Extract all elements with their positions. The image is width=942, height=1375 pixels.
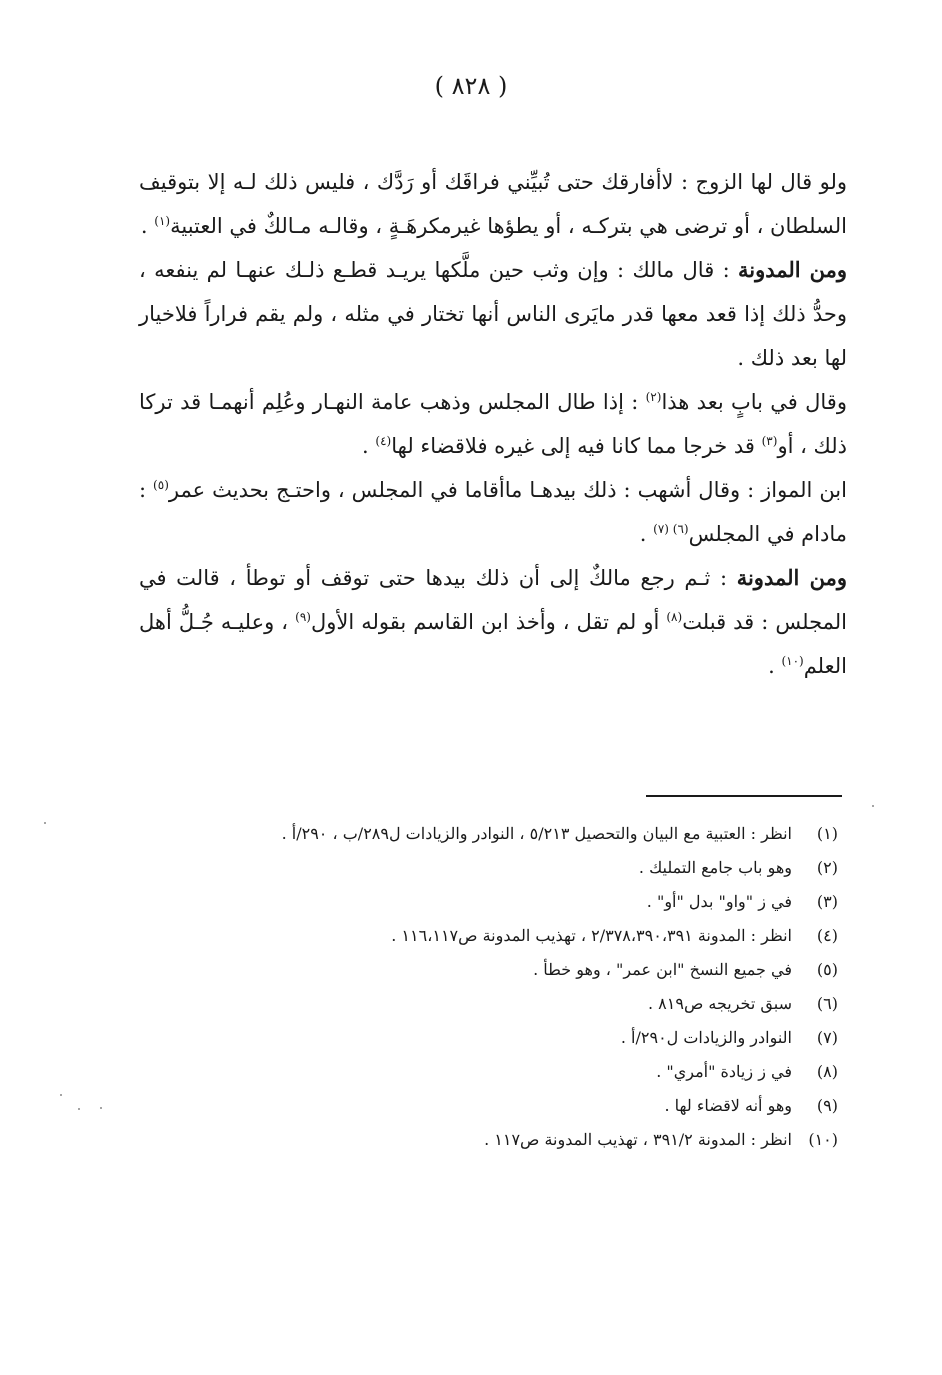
- paragraph: [139, 556, 847, 688]
- footnote-ref: (٩): [295, 610, 311, 624]
- footnote: [158, 919, 838, 953]
- footnote-ref: (١٠): [781, 654, 804, 668]
- paragraph: [139, 468, 847, 556]
- footnote-ref: (١): [154, 214, 171, 228]
- footnote-text: في ز زيادة "أمري" .: [656, 1062, 792, 1081]
- footnote-ref: (٢): [645, 390, 662, 404]
- footnote-number: (٥): [816, 960, 838, 979]
- scan-speck: [100, 1107, 102, 1109]
- footnote-text: النوادر والزيادات ل٢٩٠/أ .: [620, 1028, 792, 1047]
- footnote-number: (١): [816, 824, 838, 843]
- footnote-number: (٩): [816, 1096, 838, 1115]
- footnote: [158, 817, 838, 851]
- paragraph: [139, 380, 847, 468]
- footnote-ref: (٥): [153, 478, 169, 492]
- scan-speck: [44, 822, 46, 824]
- footnote-text: انظر : المدونة ٢/٣٧٨،٣٩٠،٣٩١ ، تهذيب المدونة ص١١٦،١١٧ .: [391, 926, 792, 945]
- footnote-text: وهو باب جامع التمليك .: [638, 858, 792, 877]
- paragraph-text: : قال مالك : وإن وثب حين ملَّكها يريـد قطـع ذلـك عنهـا لم ينفعه ، وحدُّ ذلك إذا قعد معها قدر مايَرى الناس أنها تختار في مثله ، ولم يقم فراراً فلاخيار لها بعد ذلك .: [139, 258, 847, 370]
- paragraph-tail: .: [362, 434, 376, 458]
- footnote-text: سبق تخريجه ص٨١٩ .: [647, 994, 792, 1013]
- paragraph-tail: .: [639, 522, 654, 546]
- scan-speck: [872, 805, 874, 807]
- footnote-ref: (٤): [375, 434, 392, 448]
- paragraph-tail: : مادام في المجلس: [139, 478, 847, 546]
- footnote-ref: (٣): [761, 434, 778, 448]
- footnote: [158, 953, 838, 987]
- footnote-separator: [646, 795, 842, 797]
- paragraph: [139, 248, 847, 380]
- paragraph-text: ولو قال لها الزوج : لاأفارقك حتى تُبيِّني فراقَك أو رَدَّك ، فليس ذلك لـه إلا بتوقيف السلطان ، أو ترضى هي بتركـه ، أو يطؤها غيرمكرهَـةٍ ، وقالـه مـالكٌ في العتبية: [139, 170, 847, 238]
- footnote-number: (٧): [816, 1028, 838, 1047]
- scan-speck: [78, 1108, 80, 1110]
- footnote: [158, 1123, 838, 1157]
- footnote: [158, 1055, 838, 1089]
- footnote-number: (٤): [816, 926, 838, 945]
- footnote-number: (١٠): [808, 1130, 838, 1149]
- footnote: [158, 987, 838, 1021]
- footnote-number: (٨): [816, 1062, 838, 1081]
- footnote-number: (٢): [816, 858, 838, 877]
- footnote: [158, 851, 838, 885]
- paragraph-tail: أو لم تقل ، وأخذ ابن القاسم بقوله الأول: [310, 610, 667, 634]
- paragraph-lead: ومن المدونة: [738, 257, 847, 282]
- footnote: [158, 1021, 838, 1055]
- main-text: [139, 160, 847, 688]
- paragraph-tail: ، وعليـه جُـلُّ أهل العلم: [139, 610, 847, 678]
- paragraph-text: ابن المواز : وقال أشهب : ذلك بيدهـا ماأقاما في المجلس ، واحتـج بحديث عمر: [168, 478, 847, 502]
- paragraph-tail: قد خرجا مما كانا فيه إلى غيره فلاقضاء لها: [391, 434, 762, 458]
- footnote-ref: (٦) (٧): [653, 522, 689, 536]
- footnote-text: انظر : العتبية مع البيان والتحصيل ٥/٢١٣ ، النوادر والزيادات ل٢٨٩/ب ، ٢٩٠/أ .: [281, 824, 792, 843]
- paragraph-tail: .: [140, 214, 155, 238]
- paragraph-lead: ومن المدونة: [736, 565, 847, 590]
- footnote-text: وهو أنه لاقضاء لها .: [664, 1096, 792, 1115]
- footnote-number: (٦): [816, 994, 838, 1013]
- scan-speck: [60, 1094, 62, 1096]
- page-number: ( ٨٢٨ ): [434, 72, 508, 100]
- footnote: [158, 1089, 838, 1123]
- paragraph: [139, 160, 847, 248]
- footnote-ref: (٨): [666, 610, 683, 624]
- paragraph-text: : ثـم رجع مالكٌ إلى أن ذلك بيدها حتى توقف أو توطأ ، قالت في المجلس : قد قبلت: [139, 566, 848, 634]
- footnotes: [158, 817, 838, 1157]
- footnote: [158, 885, 838, 919]
- footnote-text: في جميع النسخ "ابن عمر" ، وهو خطأ .: [533, 960, 792, 979]
- footnote-number: (٣): [816, 892, 838, 911]
- footnote-text: في ز "واو" بدل "أو" .: [646, 892, 792, 911]
- paragraph-tail: .: [768, 654, 782, 678]
- paragraph-tail: : إذا طال المجلس وذهب عامة النهـار وعُلِم أنهمـا قد تركا ذلك ، أو: [139, 390, 847, 458]
- paragraph-text: وقال في بابٍ بعد هذا: [661, 390, 847, 414]
- footnote-text: انظر : المدونة ٣٩١/٢ ، تهذيب المدونة ص١١٧ .: [484, 1130, 792, 1149]
